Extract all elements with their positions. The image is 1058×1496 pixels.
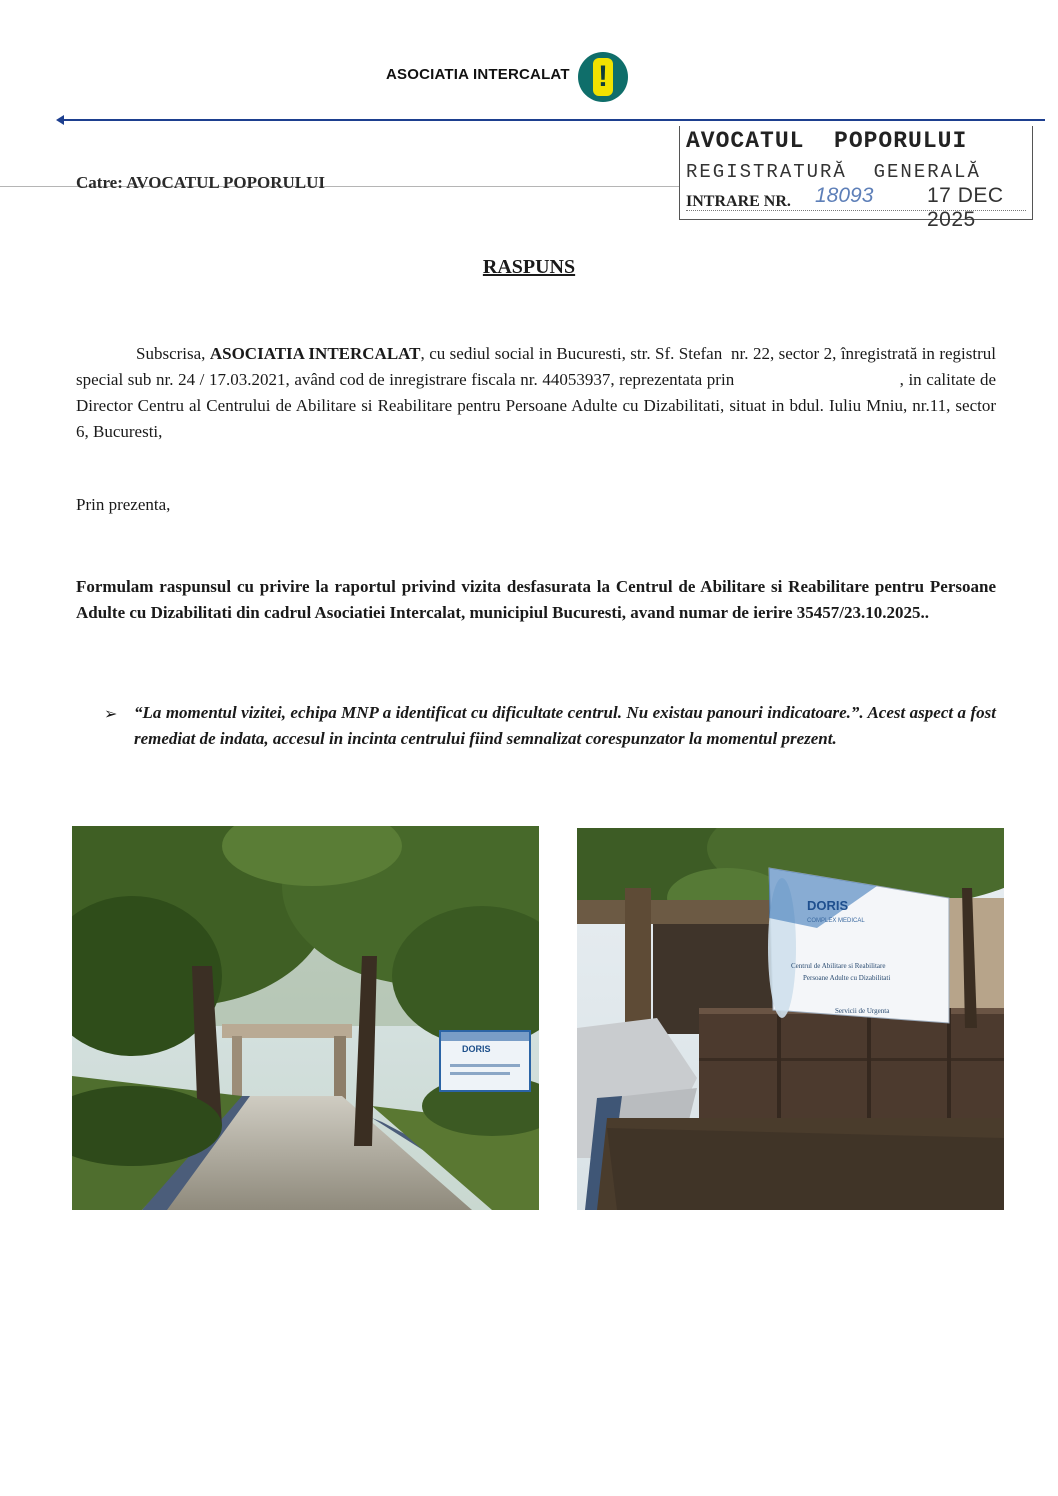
stamp-dotted-line: [686, 210, 1026, 211]
arrow-bullet-icon: ➢: [104, 704, 118, 723]
banner-brand: DORIS: [807, 898, 849, 913]
banner-subtitle: COMPLEX MEDICAL: [807, 918, 865, 924]
photo-banner-sign-image: [577, 828, 1004, 1210]
recipient-line: Catre: AVOCATUL POPORULUI: [76, 173, 325, 192]
organization-name: ASOCIATIA INTERCALAT: [386, 66, 570, 83]
banner-line-1: Centrul de Abilitare si Reabilitare: [791, 962, 886, 970]
stamp-entry-label: INTRARE NR.: [686, 193, 791, 210]
photo-banner-sign: [577, 828, 1004, 1210]
paragraph-text: , cu sediul social in Bucuresti, str. Sf. Stefan nr. 22, sector 2, înregistrată in registrul special sub nr. 24 / 17.03.2021, având cod de inregistrare fiscala nr. 44053937, reprezentata prin , in calitate de Director Centru al Centrului de Abilitare si Reabilitare pentru Persoane Adulte cu Dizabilitati, situat in bdul. Iuliu Mniu, nr.11, sector 6, Bucuresti,: [76, 344, 1001, 441]
identification-paragraph: [76, 341, 1001, 445]
photo-entrance-path-image: [72, 826, 539, 1210]
response-paragraph: Formulam raspunsul cu privire la raportul privind vizita desfasurata la Centrul de Abilitare si Reabilitare pentru Persoane Adulte cu Dizabilitati din cadrul Asociatiei Intercalat, municipiul Bucuresti, avand numar de ierire 35457/23.10.2025..: [76, 577, 996, 622]
stamp-department: REGISTRATURĂ GENERALĂ: [686, 161, 981, 183]
sign-brand: DORIS: [462, 1044, 491, 1054]
stamp-institution: AVOCATUL POPORULUI: [686, 128, 968, 154]
stamp-date: 17 DEC 2025: [927, 184, 1004, 231]
header-rule: [60, 119, 1045, 121]
banner-line-3: Servicii de Urgenta: [835, 1007, 890, 1015]
exclamation-badge-icon: [578, 52, 628, 102]
stamp-registration-number: 18093: [815, 184, 874, 207]
bullet-text: “La momentul vizitei, echipa MNP a identificat cu dificultate centrul. Nu existau panouri indicatoare.”. Acest aspect a fost remediat de indata, accesul in incinta centrului fiind semnalizat corespunzator la momentul prezent.: [134, 703, 996, 748]
banner-line-2: Persoane Adulte cu Dizabilitati: [803, 974, 891, 982]
logo-mark: !: [593, 58, 613, 96]
intro-line: Prin prezenta,: [76, 495, 171, 514]
organization-name-inline: ASOCIATIA INTERCALAT: [209, 344, 421, 363]
paragraph-text: Subscrisa,: [136, 344, 210, 363]
photo-entrance-path: [72, 826, 539, 1210]
document-title: RASPUNS: [482, 256, 576, 278]
